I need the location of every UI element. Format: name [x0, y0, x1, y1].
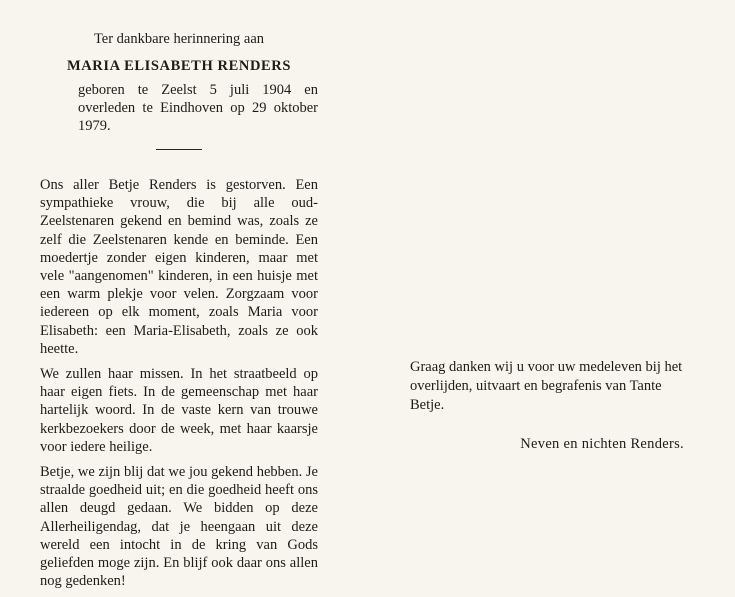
signature: Neven en nichten Renders.: [520, 436, 684, 452]
deceased-name: MARIA ELISABETH RENDERS: [66, 58, 292, 74]
paragraph-2: We zullen haar missen. In het straatbeeld op haar eigen fiets. In de gemeenschap met haar hartelijk woord. In de vaste kern van trouwe kerkbezoekers door de week, met haar kaarsje voor iedere heilige.: [40, 366, 318, 455]
left-panel: [40, 30, 318, 597]
intro-line: Ter dankbare herinnering aan: [93, 31, 265, 47]
life-dates: geboren te Zeelst 5 juli 1904 en overleden te Eindhoven op 29 oktober 1979.: [78, 82, 318, 134]
divider-line: [156, 149, 202, 150]
right-panel: [410, 358, 688, 453]
paragraph-1: Ons aller Betje Renders is gestorven. Een sympathieke vrouw, die bij alle oud-Zeelstenaren gekend en bemind was, zoals ze zelf die Zeelstenaren kende en beminde. Een moedertje zonder eigen kinderen, maar met vele "aangenomen" kinderen, in een huisje met een warm plekje voor velen. Zorgzaam voor iedereen op elk moment, zoals Maria voor Elisabeth: een Maria-Elisabeth, zoals ze ook heette.: [40, 177, 318, 357]
thanks-text: Graag danken wij u voor uw medeleven bij het overlijden, uitvaart en begrafenis van Tante Betje.: [410, 359, 683, 413]
paragraph-3: Betje, we zijn blij dat we jou gekend hebben. Je straalde goedheid uit; en die goedheid heeft ons allen deugd gedaan. We bidden op deze Allerheiligendag, dat je heengaan uit deze wereld een intocht in de kring van Gods geliefden moge zijn. En blijf ook daar ons allen nog gedenken!: [40, 464, 318, 590]
